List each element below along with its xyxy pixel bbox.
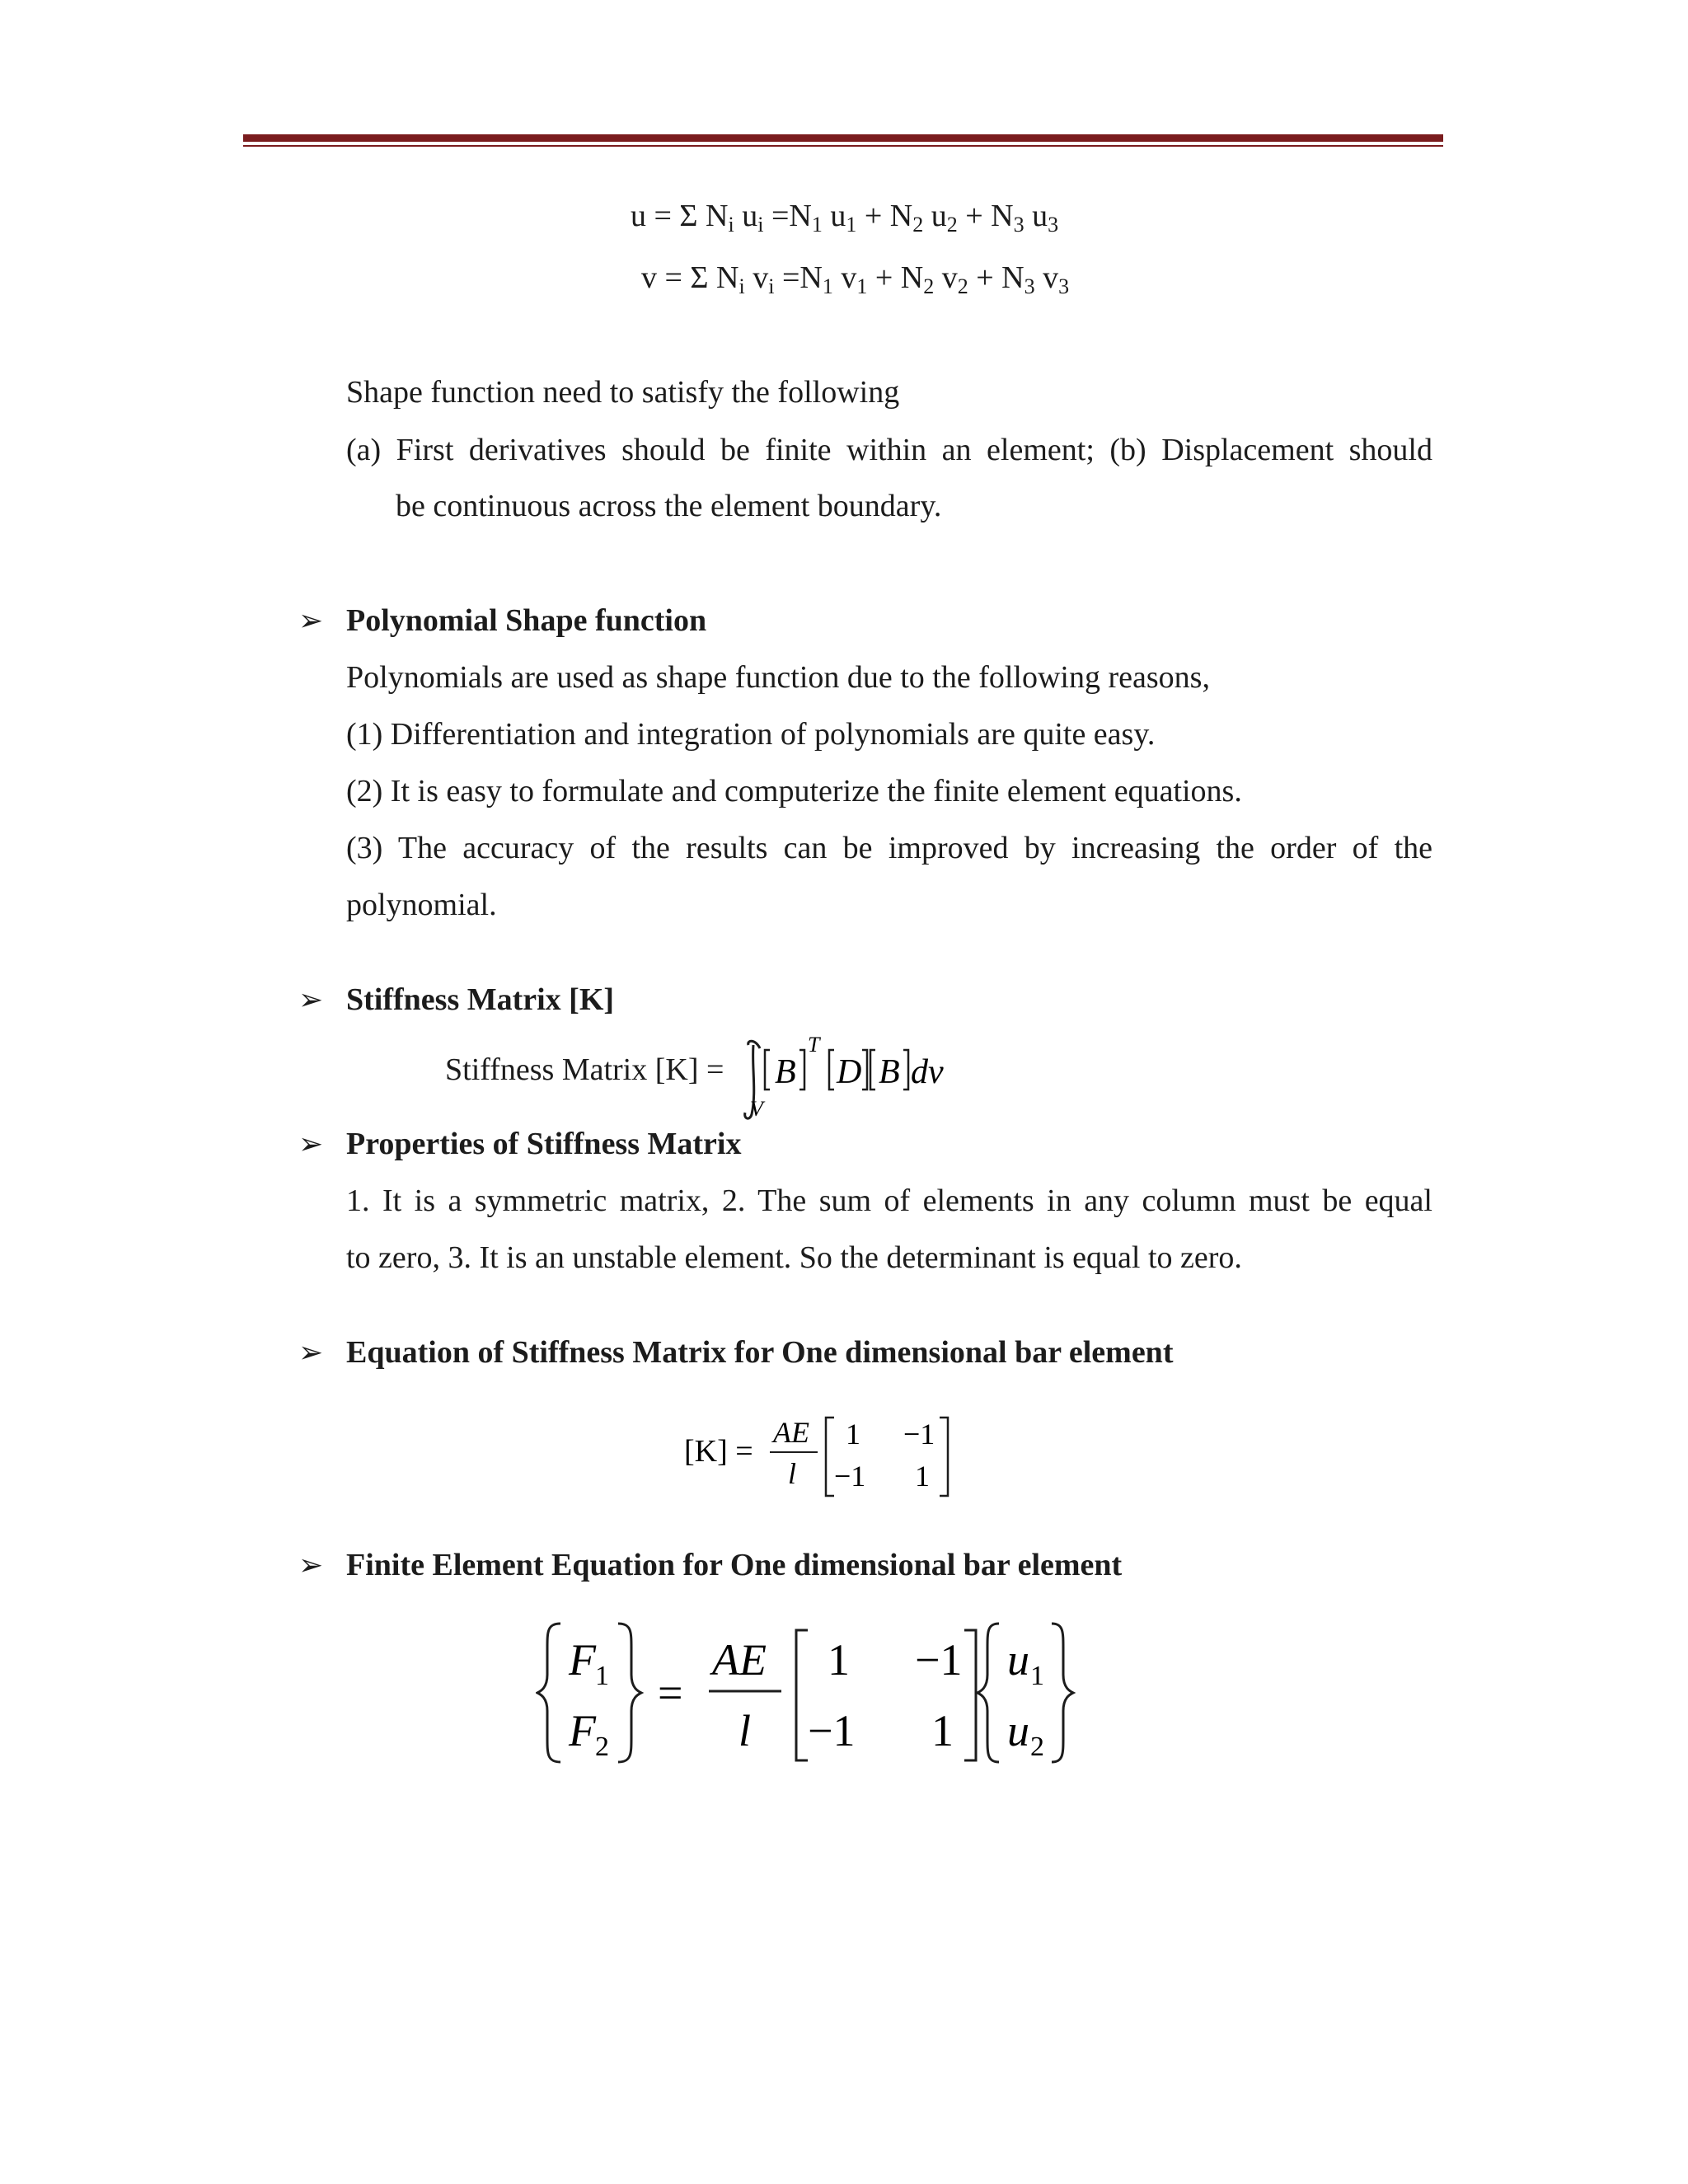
shape-requirements-intro: Shape function need to satisfy the following — [346, 375, 900, 410]
shape-requirement-a-b: (a) First derivatives should be finite within an element; (b) Displacement should — [346, 433, 1432, 467]
polynomial-heading: Polynomial Shape function — [346, 603, 707, 638]
bullet-arrow-icon: ➢ — [298, 1549, 324, 1582]
properties-line-1: 1. It is a symmetric matrix, 2. The sum of elements in any column must be equal — [346, 1183, 1432, 1218]
polynomial-reason-1: (1) Differentiation and integration of polynomials are quite easy. — [346, 717, 1156, 752]
bullet-arrow-icon: ➢ — [298, 983, 324, 1017]
header-rule-thick — [243, 134, 1443, 142]
F2-subscript: 2 — [595, 1732, 609, 1762]
fe-matrix-11: 1 — [828, 1635, 850, 1685]
properties-heading: Properties of Stiffness Matrix — [346, 1127, 742, 1161]
polynomial-intro: Polynomials are used as shape function due to the following reasons, — [346, 660, 1210, 695]
stiffness-heading: Stiffness Matrix [K] — [346, 982, 615, 1017]
u1-subscript: 1 — [1030, 1661, 1044, 1691]
equals-sign: = — [658, 1668, 683, 1718]
F-symbol: F — [569, 1635, 596, 1685]
AE-numerator: AE — [773, 1416, 809, 1449]
k-matrix-21: −1 — [834, 1460, 866, 1493]
K-lhs: [K] = — [684, 1434, 753, 1469]
F1-subscript: 1 — [595, 1661, 609, 1691]
fe-equation-heading: Finite Element Equation for One dimensional bar element — [346, 1548, 1123, 1582]
bar-stiffness-heading: Equation of Stiffness Matrix for One dimensional bar element — [346, 1335, 1174, 1370]
volume-subscript: V — [750, 1097, 763, 1121]
right-brace — [618, 1624, 641, 1762]
polynomial-reason-2: (2) It is easy to formulate and computerize the finite element equations. — [346, 774, 1242, 808]
B-symbol: B — [879, 1053, 900, 1091]
D-symbol: D — [837, 1053, 862, 1091]
bullet-arrow-icon: ➢ — [298, 604, 324, 638]
F-symbol: F — [569, 1706, 596, 1755]
bullet-arrow-icon: ➢ — [298, 1336, 324, 1370]
bar-stiffness-equation — [676, 1401, 973, 1508]
properties-line-2: to zero, 3. It is an unstable element. So the determinant is equal to zero. — [346, 1240, 1242, 1275]
u-symbol: u — [1007, 1635, 1029, 1685]
transpose-symbol: T — [808, 1033, 820, 1057]
shape-requirement-continuation: be continuous across the element boundary. — [396, 489, 942, 523]
AE-numerator: AE — [712, 1635, 767, 1685]
header-rule-thin — [243, 145, 1443, 147]
left-brace — [537, 1624, 560, 1762]
u2-subscript: 2 — [1030, 1732, 1044, 1762]
B-symbol: B — [775, 1053, 796, 1091]
stiffness-integral-formula — [742, 1022, 1006, 1129]
u-symbol: u — [1007, 1706, 1029, 1755]
l-denominator: l — [738, 1706, 752, 1755]
u-interpolation-equation: u = Σ $N_i$ $u_i =N_1$ $u_1 + N_2$ $u_2 + N_3$ $u_3$ — [631, 199, 1059, 237]
v-interpolation-equation: v = Σ $N_i$ $v_i =N_1$ $v_1 + N_2$ $v_2 + N_3$ $v_3$ — [641, 260, 1070, 298]
fe-matrix-22: 1 — [931, 1706, 954, 1755]
dv-symbol: dv — [911, 1053, 944, 1091]
fe-equation — [536, 1615, 1113, 1772]
fe-matrix-21: −1 — [808, 1706, 856, 1755]
stiffness-formula-label: Stiffness Matrix [K] = — [445, 1052, 724, 1087]
l-denominator: l — [788, 1457, 797, 1490]
bullet-arrow-icon: ➢ — [298, 1127, 324, 1161]
polynomial-reason-3-cont: polynomial. — [346, 888, 497, 922]
polynomial-reason-3: (3) The accuracy of the results can be improved by increasing the order of the — [346, 831, 1432, 865]
k-matrix-11: 1 — [846, 1418, 860, 1451]
k-matrix-22: 1 — [915, 1460, 930, 1493]
k-matrix-12: −1 — [903, 1418, 935, 1451]
fe-matrix-12: −1 — [915, 1635, 963, 1685]
